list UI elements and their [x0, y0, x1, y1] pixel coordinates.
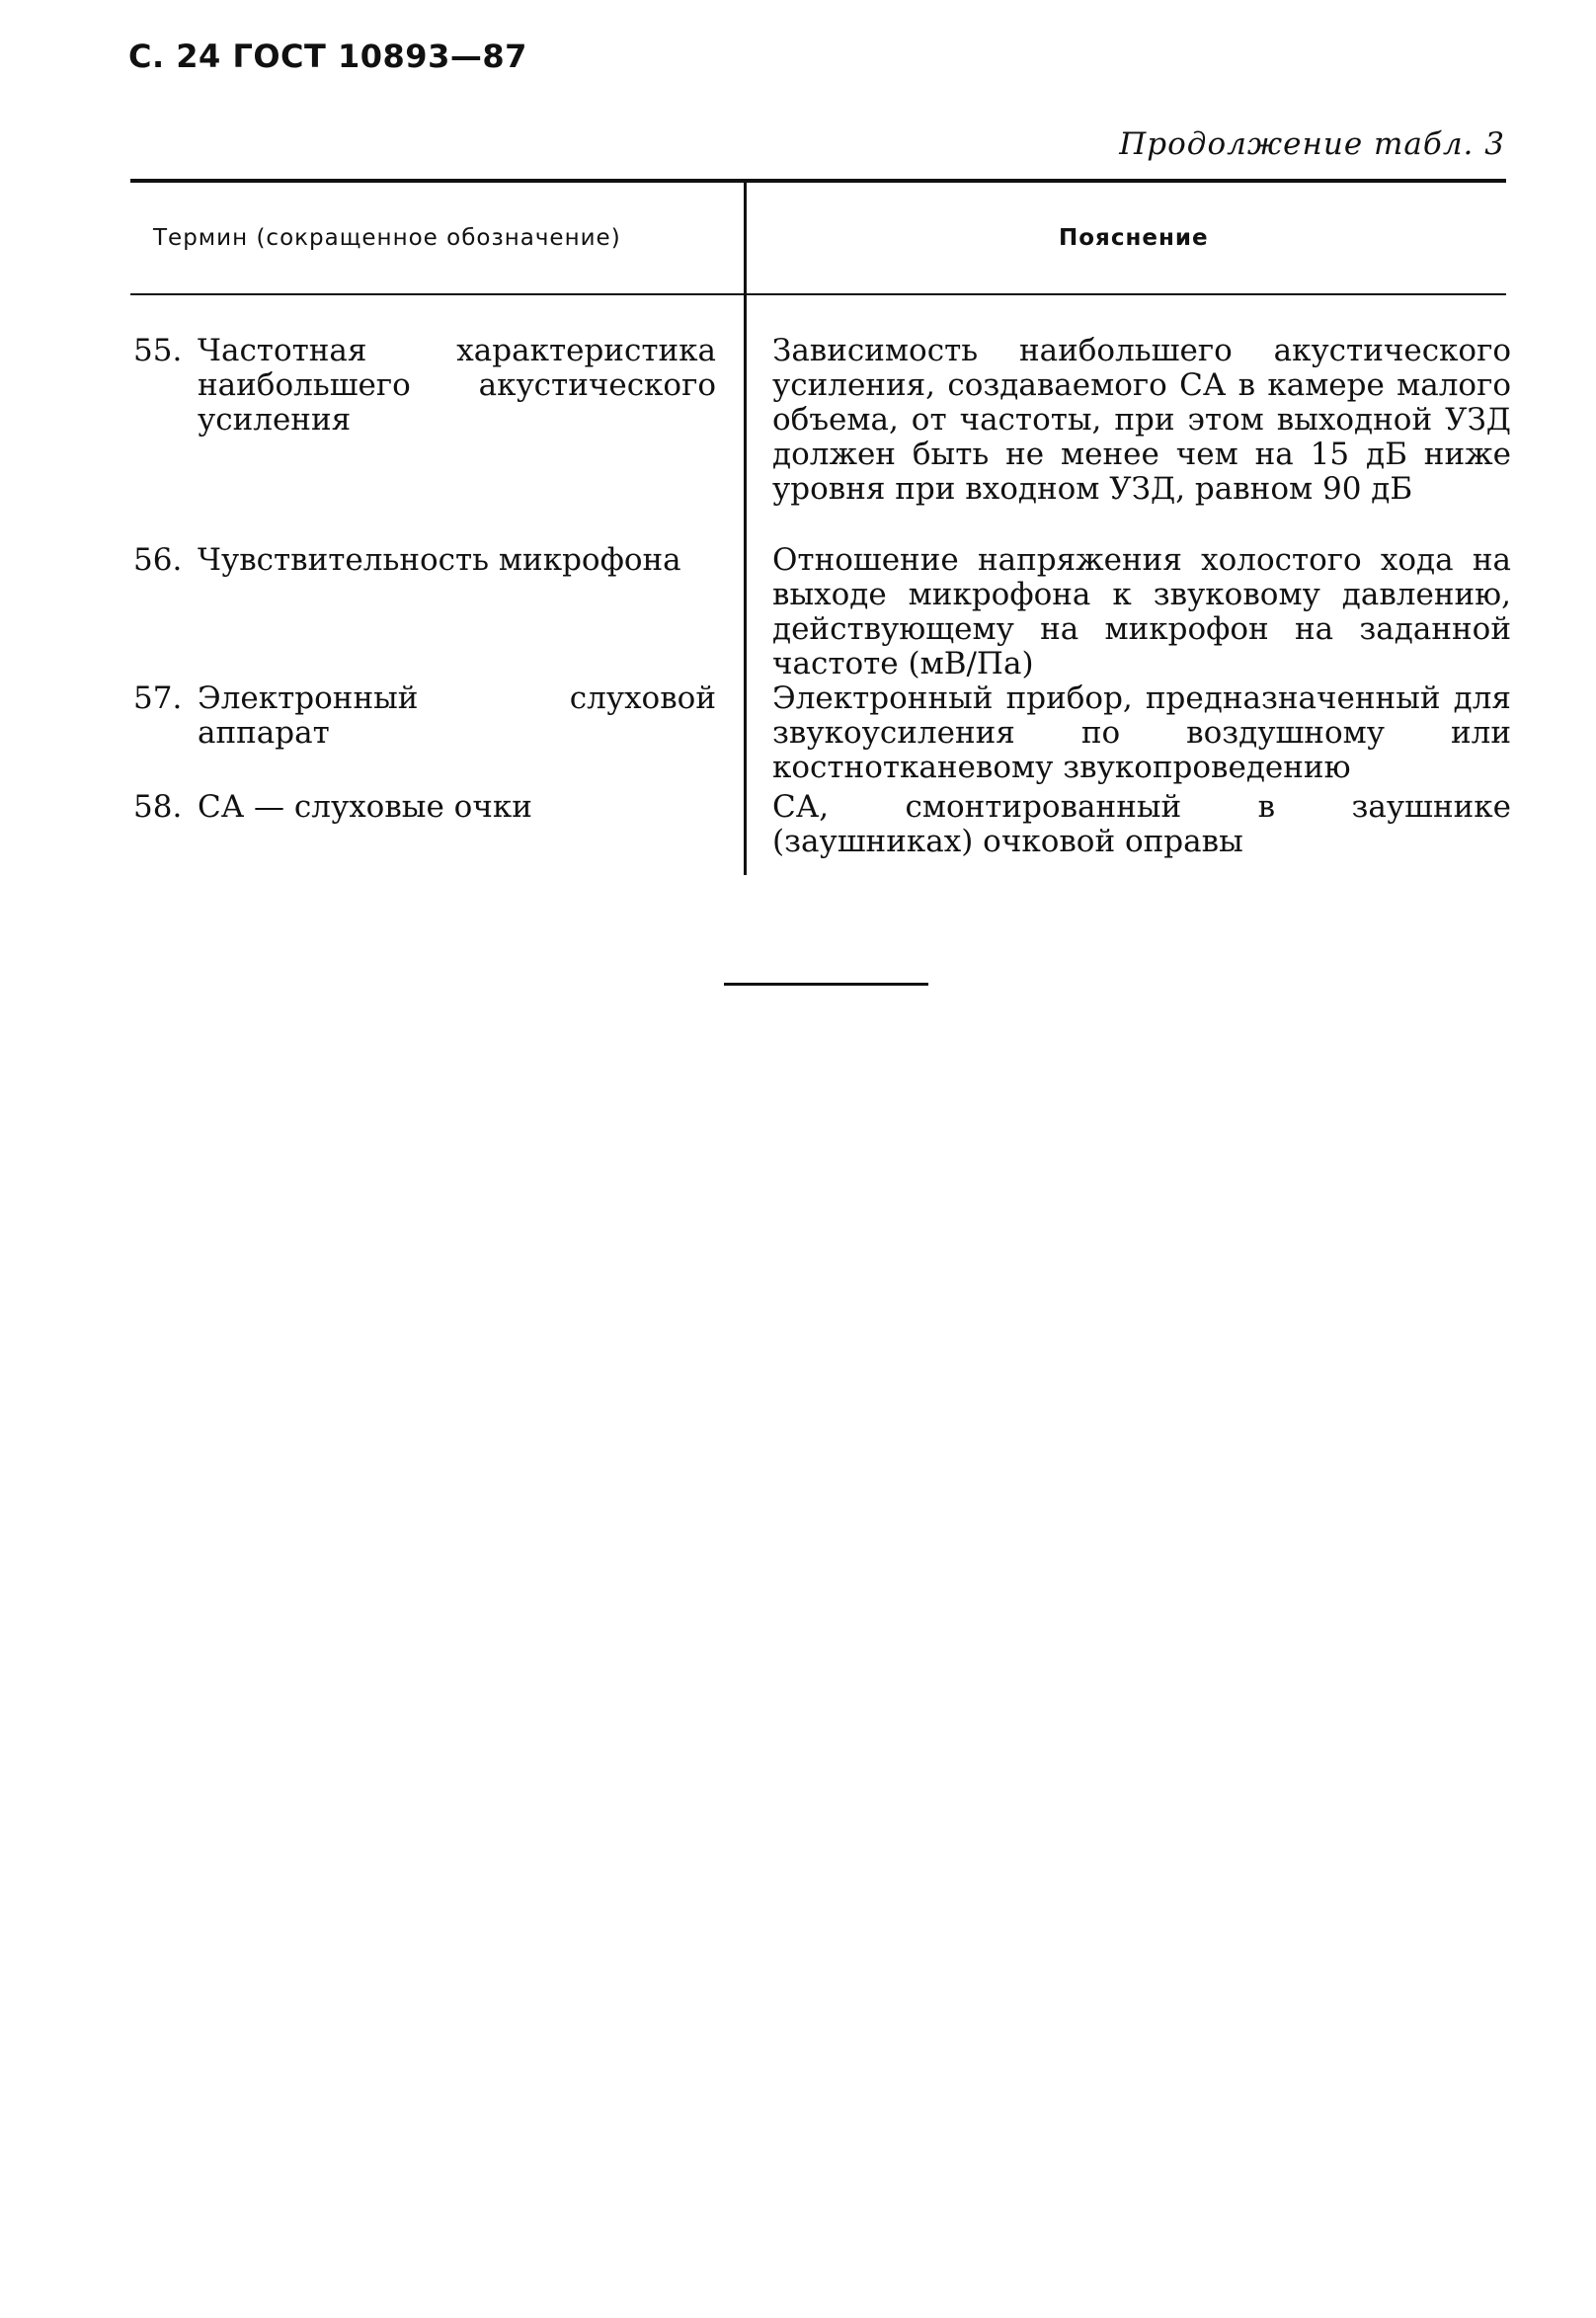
column-header-term: Термин (сокращенное обозначение)	[153, 225, 621, 251]
table-top-rule	[130, 179, 1506, 183]
term-text: СА — слуховые очки	[198, 789, 532, 825]
term-text: Частотная характеристика наибольшего акустического усиления	[198, 333, 716, 438]
term-number: 58.	[133, 789, 183, 825]
term-number: 57.	[133, 680, 183, 716]
table-row-term-55	[133, 334, 716, 438]
table-row-explanation-57: Электронный прибор, предназначенный для звукоусиления по воздушному или костнотканевому звукопроведению	[772, 680, 1511, 785]
term-number: 55.	[133, 333, 183, 368]
page-header: С. 24 ГОСТ 10893—87	[128, 38, 527, 75]
term-number: 56.	[133, 542, 183, 578]
table-caption: Продолжение табл. 3	[1119, 126, 1505, 162]
column-header-explanation: Пояснение	[1059, 225, 1209, 251]
term-text: Электронный слуховой аппарат	[198, 680, 716, 751]
table-row-term-56	[133, 543, 716, 578]
column-divider	[744, 179, 747, 875]
table-header-rule	[130, 293, 1506, 295]
term-text: Чувствительность микрофона	[198, 542, 681, 578]
table-row-explanation-58: СА, смонтированный в заушнике (заушниках) очковой оправы	[772, 789, 1511, 859]
table-row-explanation-55: Зависимость наибольшего акустического усиления, создаваемого СА в камере малого объема, от частоты, при этом выходной УЗД должен быть не менее чем на 15 дБ ниже уровня при входном УЗД, равном 90 дБ	[772, 333, 1511, 507]
end-of-section-rule	[724, 983, 928, 986]
table-row-term-57	[133, 681, 716, 751]
table-row-explanation-56: Отношение напряжения холостого хода на выходе микрофона к звуковому давлению, действующему на микрофон на заданной частоте (мВ/Па)	[772, 542, 1511, 681]
table-row-term-58	[133, 790, 716, 825]
